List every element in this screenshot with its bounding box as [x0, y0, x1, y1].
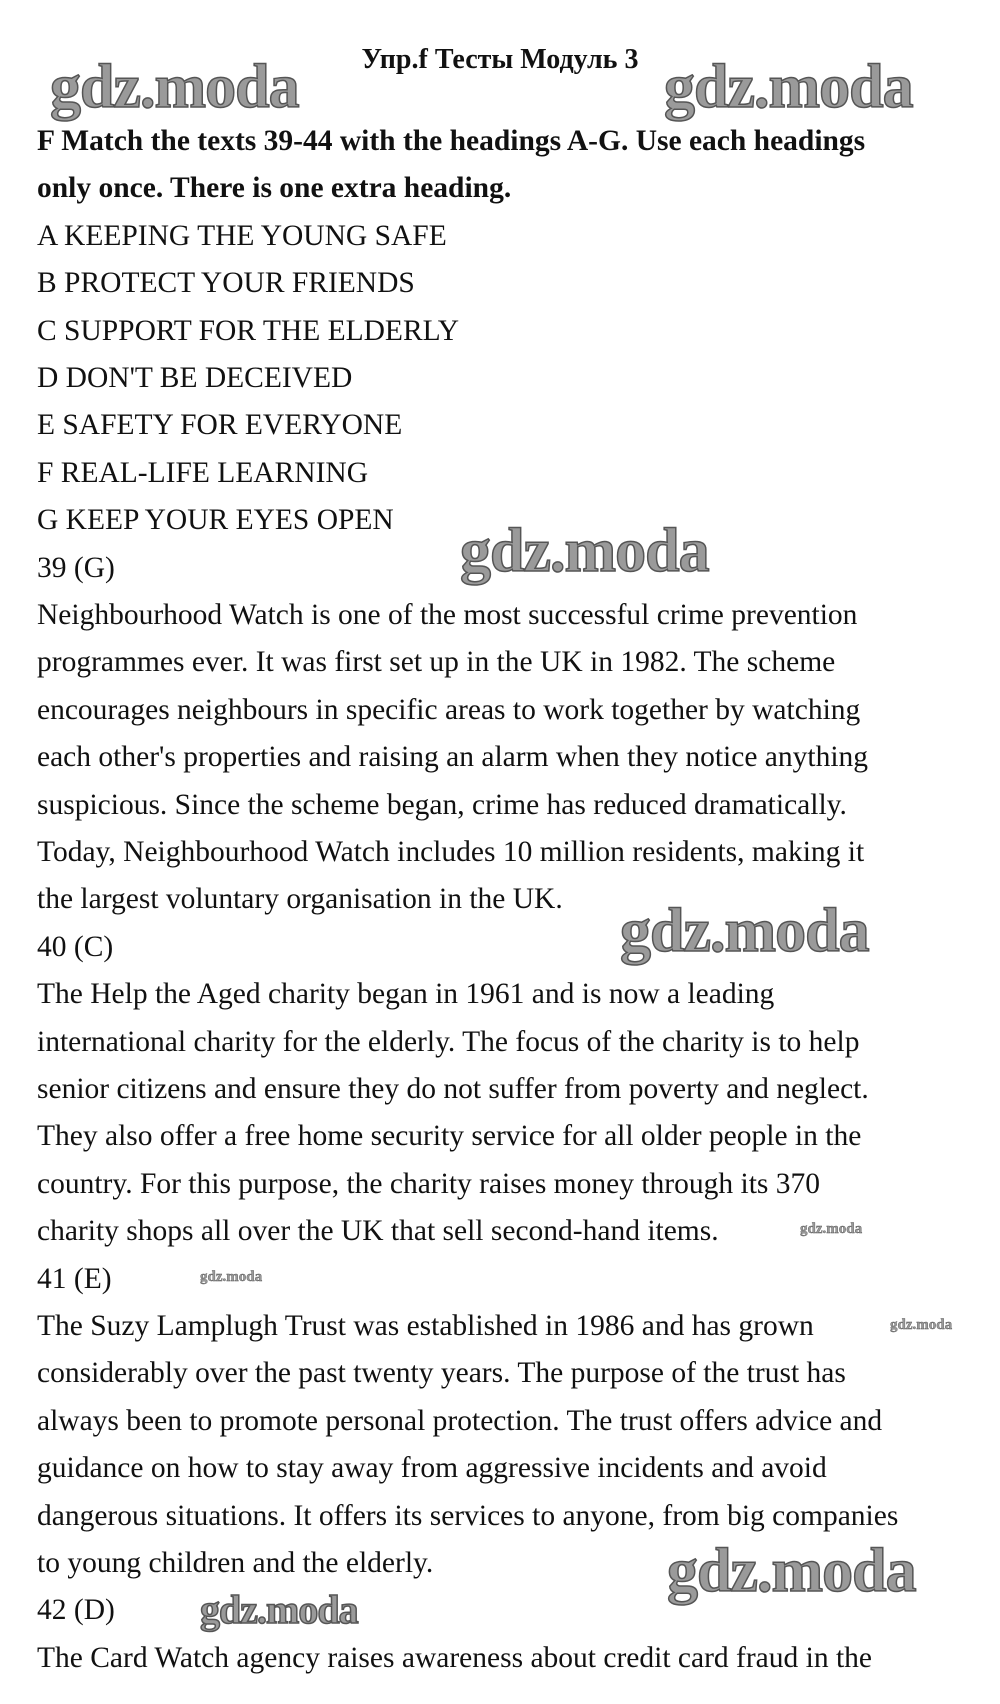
- watermark-logo: gdz.moda: [200, 1587, 358, 1632]
- paragraph-line: Today, Neighbourhood Watch includes 10 million residents, making it: [37, 836, 865, 868]
- paragraph-line: The Suzy Lamplugh Trust was established in 1986 and has grown: [37, 1310, 814, 1342]
- paragraph-line: Neighbourhood Watch is one of the most successful crime prevention: [37, 599, 858, 631]
- watermark-logo: gdz.moda: [200, 1269, 263, 1285]
- paragraph-line: programmes ever. It was first set up in the UK in 1982. The scheme: [37, 646, 836, 679]
- watermark-logo: gdz.moda: [620, 897, 869, 965]
- paragraph-line: the largest voluntary organisation in the UK.: [37, 883, 563, 916]
- heading-option: C SUPPORT FOR THE ELDERLY: [37, 314, 460, 347]
- paragraph-line: considerably over the past twenty years. The purpose of the trust has: [37, 1357, 846, 1390]
- heading-option: D DON'T BE DECEIVED: [37, 362, 353, 394]
- instruction-text: only once. There is one extra heading.: [37, 172, 512, 205]
- heading-option: B PROTECT YOUR FRIENDS: [37, 267, 415, 300]
- paragraph-line: senior citizens and ensure they do not suffer from poverty and neglect.: [37, 1073, 869, 1105]
- paragraph-line: always been to promote personal protection. The trust offers advice and: [37, 1404, 883, 1437]
- paragraph-line: dangerous situations. It offers its services to anyone, from big companies: [37, 1499, 899, 1532]
- paragraph-line: international charity for the elderly. The focus of the charity is to help: [37, 1025, 860, 1058]
- paragraph-line: charity shops all over the UK that sell second-hand items.: [37, 1215, 719, 1248]
- section-label: 41 (E): [37, 1262, 112, 1295]
- heading-option: E SAFETY FOR EVERYONE: [37, 409, 403, 442]
- page-title: Упр.f Тесты Модуль 3: [361, 44, 639, 75]
- watermark-logo: gdz.moda: [460, 517, 709, 585]
- section-label: 42 (D): [37, 1594, 115, 1627]
- section-label: 39 (G): [37, 551, 115, 584]
- watermark-logo: gdz.moda: [664, 53, 913, 121]
- heading-option: F REAL-LIFE LEARNING: [37, 456, 369, 489]
- watermark-logo: gdz.moda: [800, 1221, 863, 1237]
- paragraph-line: suspicious. Since the scheme began, crime has reduced dramatically.: [37, 788, 847, 821]
- paragraph-line: encourages neighbours in specific areas to work together by watching: [37, 693, 861, 726]
- watermark-logo: gdz.moda: [50, 53, 299, 121]
- paragraph-line: guidance on how to stay away from aggressive incidents and avoid: [37, 1452, 827, 1485]
- paragraph-line: They also offer a free home security service for all older people in the: [37, 1120, 862, 1153]
- paragraph-line: The Help the Aged charity began in 1961 and is now a leading: [37, 978, 775, 1011]
- instruction-text: F Match the texts 39-44 with the headings A-G. Use each headings: [37, 125, 866, 157]
- paragraph-line: each other's properties and raising an alarm when they notice anything: [37, 741, 869, 774]
- watermark-logo: gdz.moda: [890, 1317, 953, 1333]
- watermark-logo: gdz.moda: [667, 1537, 916, 1605]
- paragraph-line: country. For this purpose, the charity raises money through its 370: [37, 1167, 820, 1200]
- section-label: 40 (C): [37, 930, 114, 963]
- heading-option: G KEEP YOUR EYES OPEN: [37, 504, 394, 537]
- paragraph-line: The Card Watch agency raises awareness about credit card fraud in the: [37, 1641, 873, 1674]
- heading-option: A KEEPING THE YOUNG SAFE: [37, 219, 447, 252]
- paragraph-line: to young children and the elderly.: [37, 1547, 434, 1579]
